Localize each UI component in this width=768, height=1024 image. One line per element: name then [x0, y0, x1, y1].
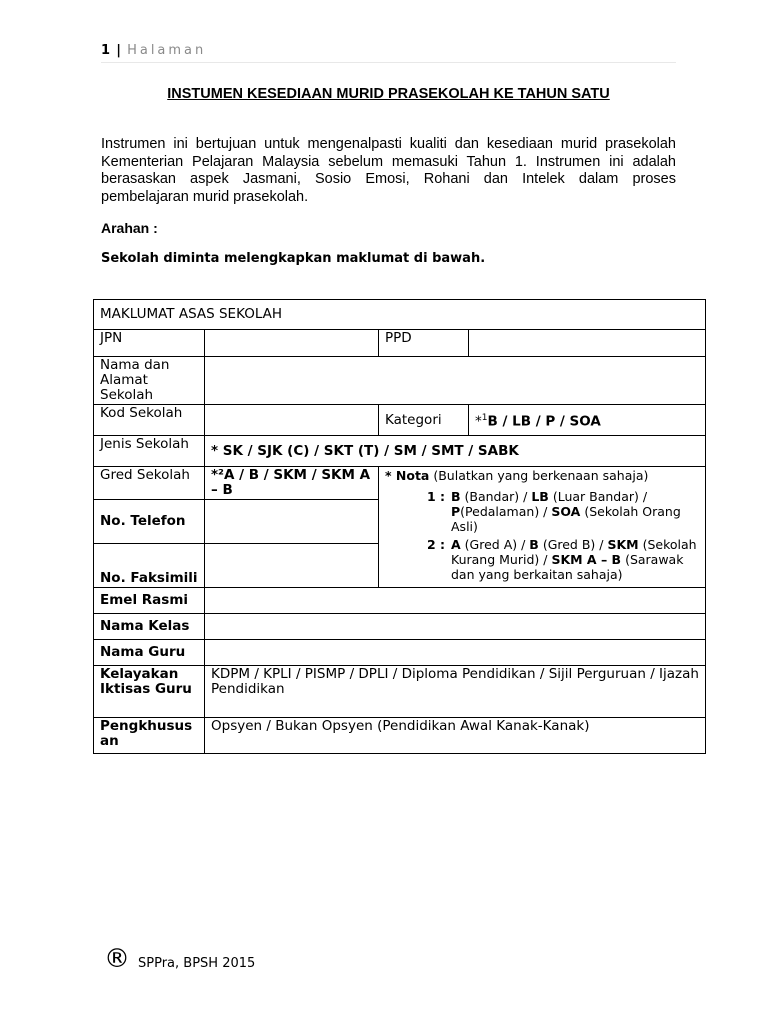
- faksimili-label: No. Faksimili: [94, 544, 205, 588]
- guru-label: Nama Guru: [94, 640, 205, 666]
- nota-b: B: [451, 489, 461, 504]
- kelayakan-label: Kelayakan Iktisas Guru: [94, 666, 205, 718]
- nota-skmab-desc: (Sarawak dan yang berkaitan sahaja): [451, 552, 684, 582]
- pengkhusus-value[interactable]: Opsyen / Bukan Opsyen (Pendidikan Awal Kanak-Kanak): [205, 718, 706, 754]
- footer: [104, 946, 255, 972]
- nota-soa: SOA: [551, 504, 581, 519]
- nama-alamat-label: Nama dan Alamat Sekolah: [94, 357, 205, 405]
- nota-skmab: SKM A – B: [551, 552, 622, 567]
- ppd-field[interactable]: [469, 330, 706, 357]
- kategori-field[interactable]: [469, 405, 706, 436]
- nota-skm-desc: (Sekolah Kurang Murid) /: [451, 537, 697, 567]
- header-word: Halaman: [127, 43, 207, 58]
- kelas-label: Nama Kelas: [94, 614, 205, 640]
- gred-value[interactable]: *²A / B / SKM / SKM A – B: [205, 467, 379, 500]
- kod-field[interactable]: [205, 405, 379, 436]
- intro-paragraph: Instrumen ini bertujuan untuk mengenalpasti kualiti dan kesediaan murid prasekolah Kementerian Pelajaran Malaysia sebelum memasuki Tahun 1. Instrumen ini adalah berasaskan aspek Jasmani, Sosio Emosi, Rohani dan Intelek dalam proses pembelajaran murid prasekolah.: [101, 136, 676, 205]
- ppd-label: PPD: [379, 330, 469, 357]
- registered-icon: ®: [104, 944, 130, 974]
- nota-b-desc: (Bandar) /: [464, 489, 528, 504]
- jpn-field[interactable]: [205, 330, 379, 357]
- nota-p-desc: (Pedalaman) /: [460, 504, 548, 519]
- emel-label: Emel Rasmi: [94, 588, 205, 614]
- kategori-prefix: *: [475, 413, 482, 430]
- telefon-field[interactable]: [205, 500, 379, 544]
- footer-text: SPPra, BPSH 2015: [138, 955, 256, 971]
- nota-item-1-num: 1 :: [426, 489, 445, 504]
- nota-item-2: [385, 537, 699, 582]
- kategori-value: B / LB / P / SOA: [487, 413, 601, 430]
- nota-p: P: [451, 504, 461, 519]
- nota-a-desc: (Gred A) /: [464, 537, 526, 552]
- arahan-heading: Arahan :: [101, 220, 158, 236]
- nota-skm: SKM: [607, 537, 639, 552]
- table-heading: MAKLUMAT ASAS SEKOLAH: [94, 300, 706, 330]
- kategori-sup: 1: [481, 412, 488, 423]
- nota-desc: (Bulatkan yang berkenaan sahaja): [433, 468, 649, 483]
- jenis-value[interactable]: * SK / SJK (C) / SKT (T) / SM / SMT / SABK: [205, 436, 706, 467]
- school-info-table: [93, 299, 706, 754]
- pengkhusus-label: Pengkhususan: [94, 718, 205, 754]
- nama-alamat-field[interactable]: [205, 357, 706, 405]
- page-header: [101, 42, 676, 63]
- page-number: 1: [101, 43, 111, 58]
- nota-item-2-num: 2 :: [426, 537, 445, 552]
- jpn-label: JPN: [94, 330, 205, 357]
- nota-item-1: [385, 489, 699, 534]
- header-separator: |: [116, 43, 121, 58]
- document-title: INSTUMEN KESEDIAAN MURID PRASEKOLAH KE TAHUN SATU: [167, 86, 610, 102]
- faksimili-field[interactable]: [205, 544, 379, 588]
- kelayakan-value[interactable]: KDPM / KPLI / PISMP / DPLI / Diploma Pendidikan / Sijil Perguruan / Ijazah Pendidikan: [205, 666, 706, 718]
- nota-box: [379, 467, 706, 588]
- nota-gred-b: B: [529, 537, 539, 552]
- guru-field[interactable]: [205, 640, 706, 666]
- nota-a: A: [451, 537, 461, 552]
- gred-label: Gred Sekolah: [94, 467, 205, 500]
- nota-lb-desc: (Luar Bandar) /: [552, 489, 648, 504]
- instruction-text: Sekolah diminta melengkapkan maklumat di bawah.: [101, 251, 486, 266]
- jenis-label: Jenis Sekolah: [94, 436, 205, 467]
- kod-label: Kod Sekolah: [94, 405, 205, 436]
- nota-label: * Nota: [385, 468, 430, 483]
- nota-lb: LB: [531, 489, 549, 504]
- emel-field[interactable]: [205, 588, 706, 614]
- nota-soa-desc: (Sekolah Orang Asli): [451, 504, 681, 534]
- kategori-label: Kategori: [379, 405, 469, 436]
- telefon-label: No. Telefon: [94, 500, 205, 544]
- nota-gred-b-desc: (Gred B) /: [542, 537, 604, 552]
- kelas-field[interactable]: [205, 614, 706, 640]
